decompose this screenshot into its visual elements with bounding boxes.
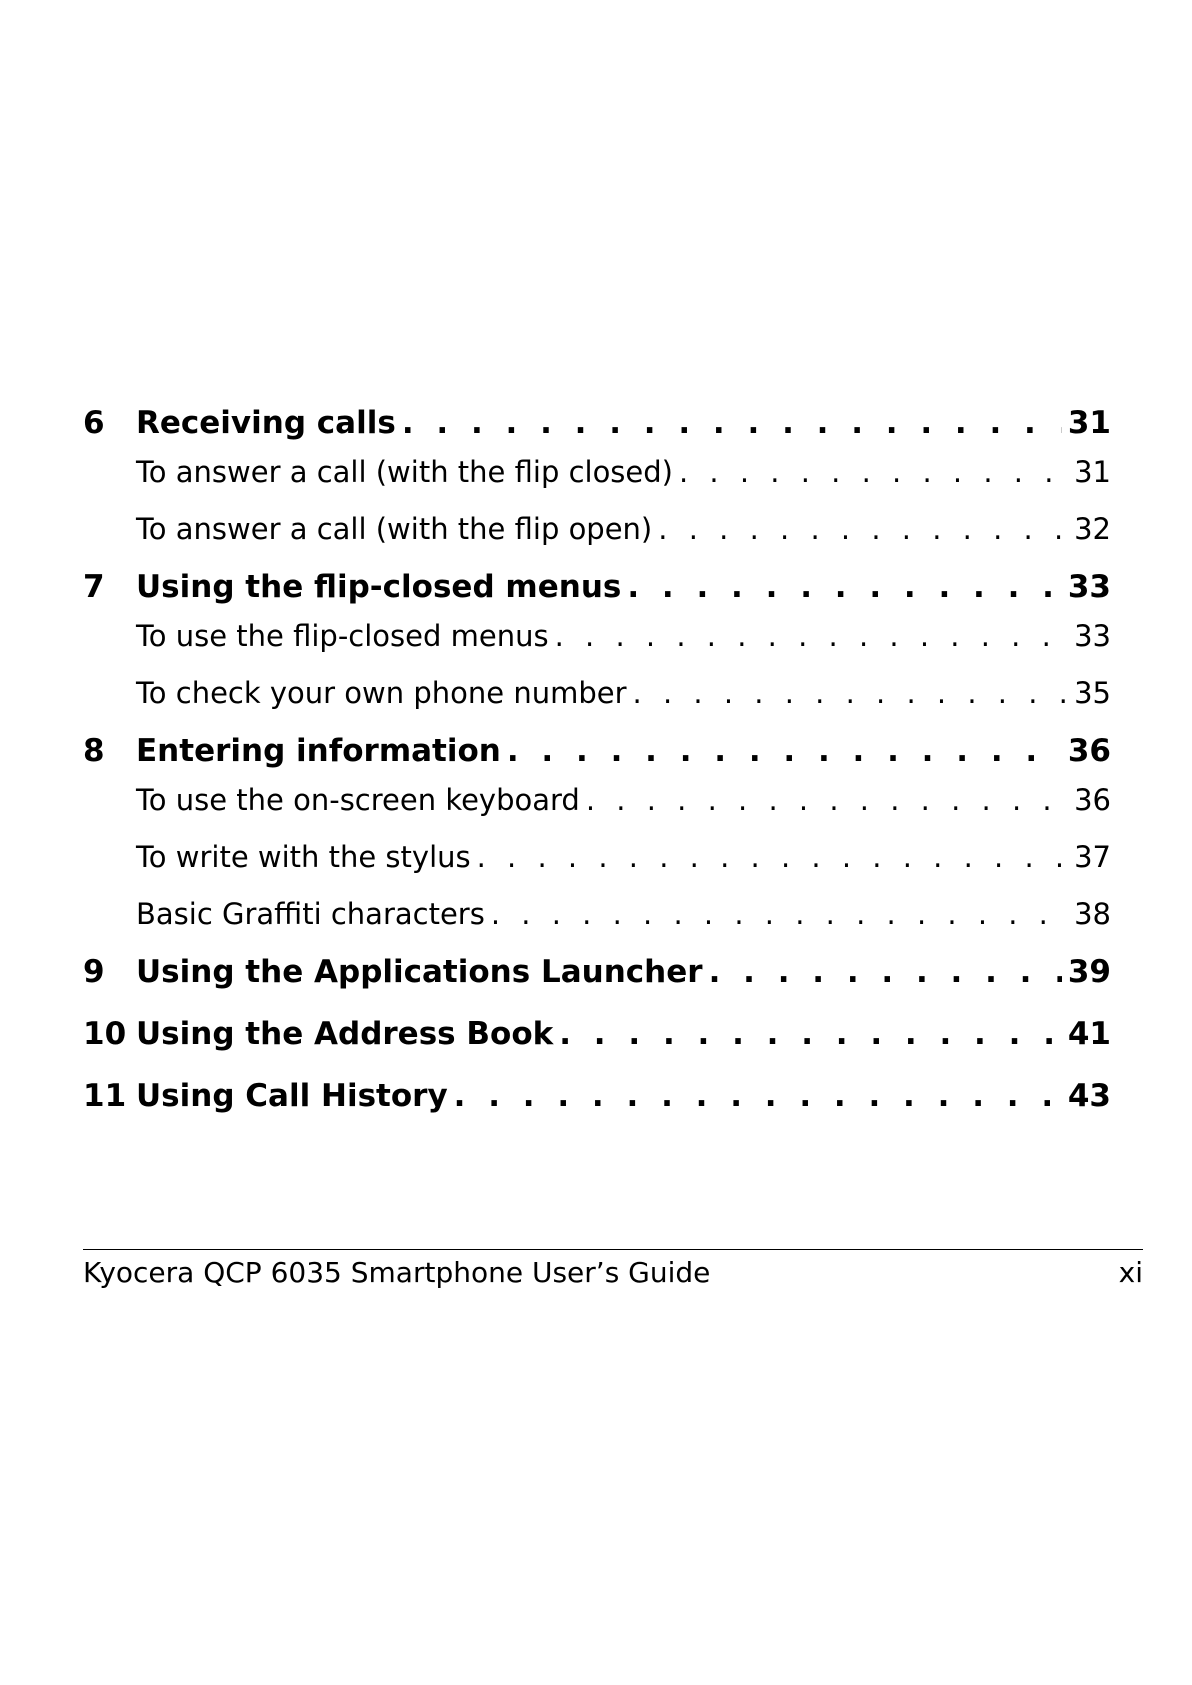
page-number: 32 xyxy=(1074,512,1111,546)
section-title: To answer a call (with the flip closed) xyxy=(136,455,673,489)
section-title: To write with the stylus xyxy=(136,840,471,874)
toc-chapter-6[interactable] xyxy=(83,405,1111,449)
chapter-number: 11 xyxy=(83,1078,127,1114)
dot-leader xyxy=(679,455,1068,489)
section-title: To use the flip-closed menus xyxy=(136,619,549,653)
page-number: 33 xyxy=(1067,569,1111,605)
page-number: 35 xyxy=(1074,676,1111,710)
chapter-number: 9 xyxy=(83,954,105,990)
page-number: 36 xyxy=(1074,783,1111,817)
toc-chapter-8[interactable] xyxy=(83,733,1111,777)
chapter-number: 8 xyxy=(83,733,105,769)
dot-leader xyxy=(507,733,1062,769)
toc-section-use-flip-closed-menus[interactable] xyxy=(83,619,1111,663)
footer-divider xyxy=(83,1249,1143,1250)
chapter-number: 7 xyxy=(83,569,105,605)
dot-leader xyxy=(709,954,1062,990)
page-number: 33 xyxy=(1074,619,1111,653)
toc-section-on-screen-keyboard[interactable] xyxy=(83,783,1111,827)
dot-leader xyxy=(627,569,1062,605)
dot-leader xyxy=(555,619,1069,653)
chapter-title: Receiving calls xyxy=(136,405,396,441)
page-number: 31 xyxy=(1067,405,1111,441)
dot-leader xyxy=(633,676,1069,710)
dot-leader xyxy=(402,405,1062,441)
toc-section-answer-flip-open[interactable] xyxy=(83,512,1111,556)
chapter-title: Entering information xyxy=(136,733,501,769)
toc-chapter-10[interactable] xyxy=(83,1016,1111,1060)
page-footer xyxy=(83,1256,1143,1289)
toc-section-write-with-stylus[interactable] xyxy=(83,840,1111,884)
page-number: 36 xyxy=(1067,733,1111,769)
toc-section-graffiti-characters[interactable] xyxy=(83,897,1111,941)
chapter-title: Using the flip-closed menus xyxy=(136,569,622,605)
chapter-title: Using Call History xyxy=(136,1078,448,1114)
dot-leader xyxy=(454,1078,1062,1114)
dot-leader xyxy=(586,783,1068,817)
section-title: To answer a call (with the flip open) xyxy=(136,512,653,546)
dot-leader xyxy=(477,840,1068,874)
section-title: Basic Graffiti characters xyxy=(136,897,485,931)
chapter-title: Using the Address Book xyxy=(136,1016,554,1052)
dot-leader xyxy=(658,512,1068,546)
footer-page-number: xi xyxy=(1118,1256,1143,1289)
footer-guide-title: Kyocera QCP 6035 Smartphone User’s Guide xyxy=(83,1256,711,1289)
chapter-number: 10 xyxy=(83,1016,127,1052)
dot-leader xyxy=(559,1016,1062,1052)
toc-section-check-phone-number[interactable] xyxy=(83,676,1111,720)
chapter-title: Using the Applications Launcher xyxy=(136,954,703,990)
toc-chapter-11[interactable] xyxy=(83,1078,1111,1122)
page-number: 43 xyxy=(1067,1078,1111,1114)
section-title: To use the on-screen keyboard xyxy=(136,783,580,817)
table-of-contents xyxy=(83,405,1111,1128)
page-number: 38 xyxy=(1074,897,1111,931)
page-number: 39 xyxy=(1067,954,1111,990)
toc-chapter-7[interactable] xyxy=(83,569,1111,613)
chapter-number: 6 xyxy=(83,405,105,441)
toc-section-answer-flip-closed[interactable] xyxy=(83,455,1111,499)
page-number: 31 xyxy=(1074,455,1111,489)
page-number: 37 xyxy=(1074,840,1111,874)
page-number: 41 xyxy=(1067,1016,1111,1052)
section-title: To check your own phone number xyxy=(136,676,627,710)
toc-chapter-9[interactable] xyxy=(83,954,1111,998)
dot-leader xyxy=(491,897,1068,931)
